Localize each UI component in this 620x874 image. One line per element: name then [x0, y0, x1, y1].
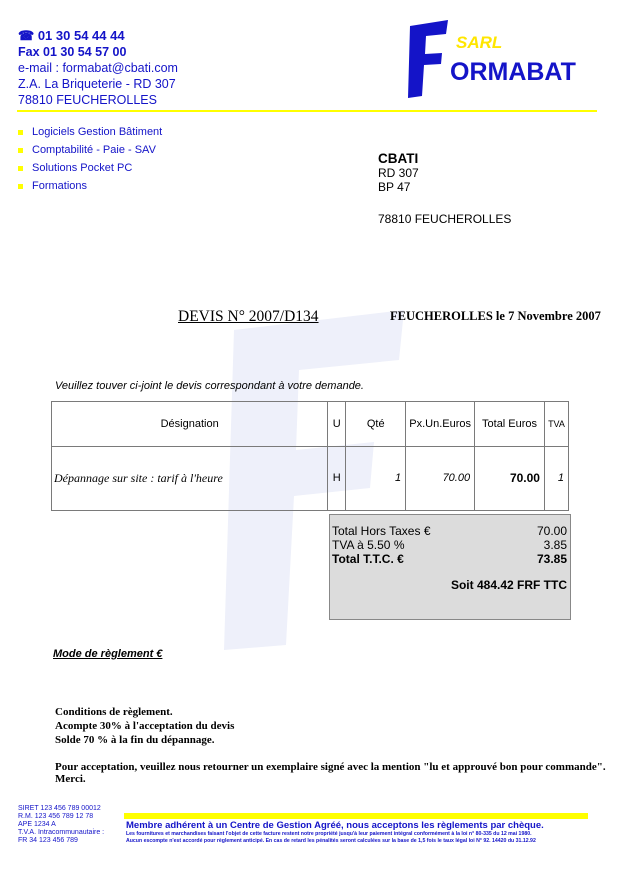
row-designation: Dépannage sur site : tarif à l'heure: [52, 447, 328, 510]
bullet-icon: [18, 184, 23, 189]
bullet-icon: [18, 166, 23, 171]
legal-ids: SIRET 123 456 789 00012 R.M. 123 456 789 12 78 APE 1234 A T.V.A. Intracommunautaire : FR 34 123 456 789: [18, 805, 105, 844]
street-address: Z.A. La Briqueterie - RD 307: [18, 77, 176, 91]
quote-title: DEVIS N° 2007/D134: [178, 308, 319, 325]
service-item: Logiciels Gestion Bâtiment: [18, 123, 162, 141]
quote-intro: Veuillez touver ci-joint le devis correspondant à votre demande.: [55, 380, 364, 392]
phone-icon: ☎: [18, 28, 35, 43]
total-frf: Soit 484.42 FRF TTC: [450, 578, 567, 592]
email-address: e-mail : formabat@cbati.com: [18, 61, 178, 75]
payment-conditions: Conditions de règlement. Acompte 30% à l'acceptation du devis Solde 70 % à la fin du dépannage.: [55, 706, 235, 746]
phone-number: 01 30 54 44 44: [37, 28, 125, 43]
logo-name: ORMABAT: [450, 58, 576, 86]
client-city: 78810 FEUCHEROLLES: [378, 212, 512, 226]
header-divider: [17, 110, 597, 112]
fax-number: Fax 01 30 54 57 00: [18, 45, 127, 59]
items-table: [51, 401, 569, 511]
formabat-logo: [408, 20, 608, 98]
client-address: [378, 152, 511, 226]
total-tva: TVA à 5.50 % 3.85: [332, 538, 567, 552]
col-unit: U: [328, 402, 346, 447]
row-total: 70.00: [475, 447, 545, 510]
client-line1: RD 307: [378, 166, 419, 180]
row-unit-price: 70.00: [406, 447, 475, 510]
member-note: Membre adhérent à un Centre de Gestion Agréé, nous acceptons les règlements par chèque.: [126, 820, 544, 831]
company-contact: [18, 28, 178, 108]
total-ttc: Total T.T.C. € 73.85: [332, 552, 567, 566]
col-qty: Qté: [346, 402, 406, 447]
acceptance-note: Pour acceptation, veuillez nous retourner un exemplaire signé avec la mention "lu et approuvé bon pour commande". Merci.: [55, 761, 606, 785]
bullet-icon: [18, 148, 23, 153]
service-item: Solutions Pocket PC: [18, 159, 162, 177]
services-list: [18, 123, 162, 195]
service-item: Comptabilité - Paie - SAV: [18, 141, 162, 159]
totals-box: [329, 514, 571, 620]
row-qty: 1: [346, 447, 406, 510]
quote-date: FEUCHEROLLES le 7 Novembre 2007: [390, 309, 601, 323]
bullet-icon: [18, 130, 23, 135]
footer-bar: [124, 813, 588, 819]
total-ht: Total Hors Taxes € 70.00: [332, 524, 567, 538]
client-line2: BP 47: [378, 180, 411, 194]
payment-mode-label: Mode de règlement €: [53, 648, 163, 660]
company-city: 78810 FEUCHEROLLES: [18, 93, 157, 107]
col-tva: TVA: [544, 402, 568, 447]
table-header: [52, 402, 569, 447]
col-total: Total Euros: [475, 402, 545, 447]
table-footer: [52, 509, 569, 511]
row-unit: H: [328, 447, 346, 510]
client-name: CBATI: [378, 151, 419, 166]
logo-sarl: SARL: [456, 33, 503, 52]
phone-line: [18, 28, 178, 44]
row-tva: 1: [544, 447, 568, 510]
service-item: Formations: [18, 177, 162, 195]
table-row: [52, 447, 569, 510]
col-unit-price: Px.Un.Euros: [406, 402, 475, 447]
footer-fine-print: Les fournitures et marchandises faisant l'objet de cette facture restent notre propriété jusqu'à leur paiement intégral conformément à la loi n° 80-335 du 12 mai 1980. Aucun escompte n'est accordé pour règlement anticipé. En cas de retard les pénalités seront calculées sur la base de 1,5 fois le taux légal loi N° 92. 14420 du 31.12.92: [126, 831, 536, 844]
col-designation: Désignation: [52, 402, 328, 447]
